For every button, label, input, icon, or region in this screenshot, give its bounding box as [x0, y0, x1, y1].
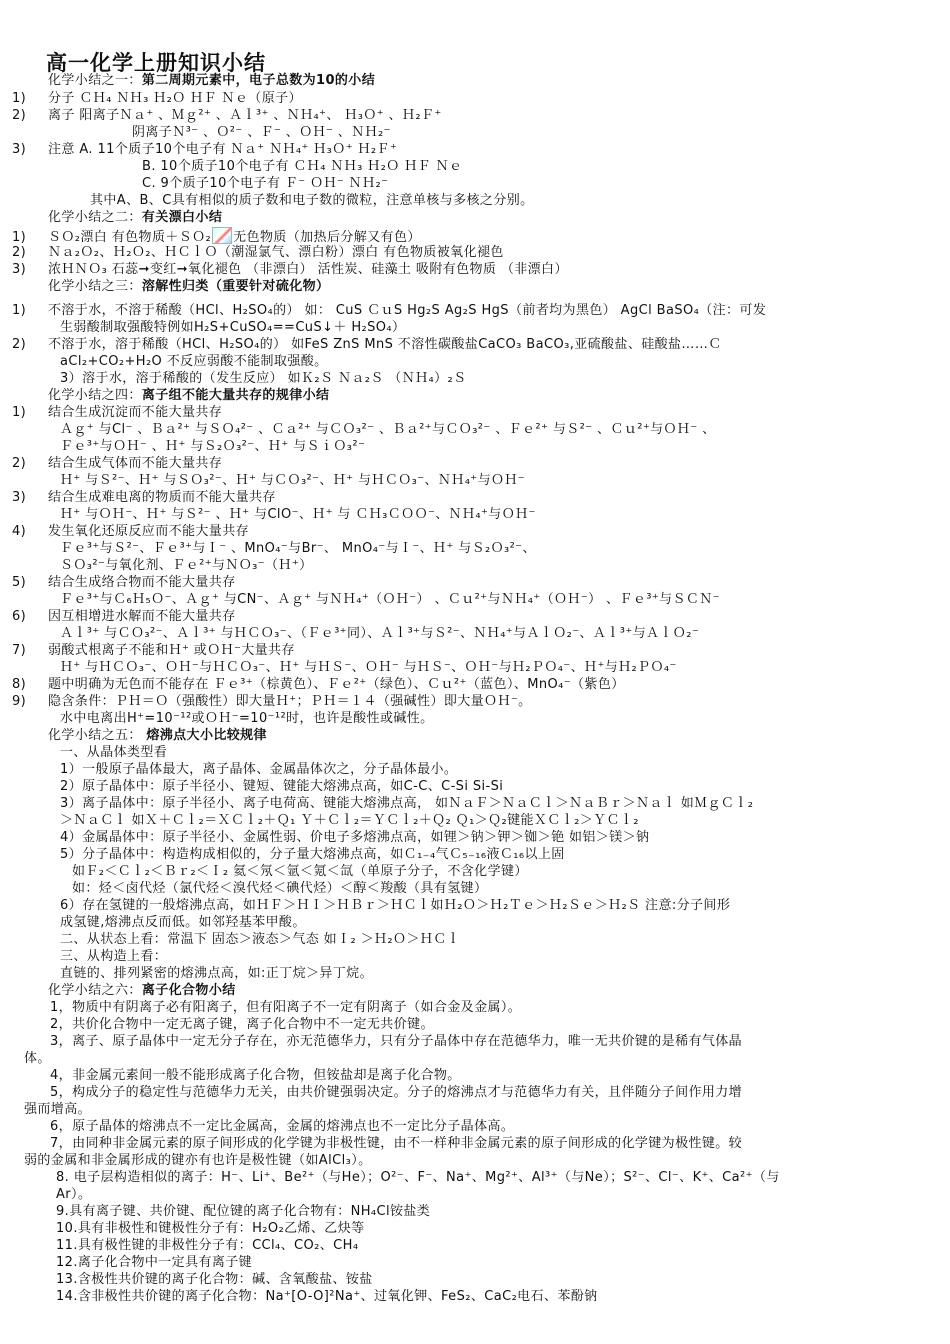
item-number: 3): [12, 142, 27, 157]
item-number: 2): [12, 337, 27, 352]
text-line: [60, 846, 910, 863]
item-number: 1): [12, 230, 27, 244]
text-line: [56, 1271, 910, 1288]
line-text: 强而增高。: [24, 1102, 92, 1117]
text-line: [60, 353, 910, 370]
line-text: 3）溶于水，溶于稀酸的（发生反应） 如Ｋ₂Ｓ Ｎａ₂Ｓ （ＮＨ₄）₂Ｓ: [60, 371, 467, 386]
item-number: 1): [12, 405, 27, 420]
section-title: 有关漂白小结: [141, 210, 223, 225]
text-line: [60, 931, 910, 948]
line-text: 阴离子Ｎ³⁻ 、Ｏ²⁻ 、Ｆ⁻ 、ＯＨ⁻ 、ＮＨ₂⁻: [132, 125, 391, 140]
text-line: [24, 1152, 910, 1169]
line-text: Ｆｅ³⁺与Ｃ₆Ｈ₅Ｏ⁻、Ａｇ⁺ 与CN⁻、Ａｇ⁺ 与ＮＨ₄⁺（ＯＨ⁻） 、Ｃｕ²⁺与ＮＨ₄⁺（ＯＨ⁻） 、Ｆｅ³⁺与ＳＣＮ⁻: [60, 592, 720, 607]
line-text: 一、从晶体类型看: [60, 745, 168, 760]
line-text: 6，原子晶体的熔沸点不一定比金属高，金属的熔沸点也不一定比分子晶体高。: [50, 1119, 515, 1134]
item-number: 9): [12, 694, 27, 709]
line-text: C. 9个质子10个电子有 Ｆ⁻ ＯＨ⁻ ＮＨ₂⁻: [142, 176, 389, 191]
text-line: [50, 1084, 910, 1101]
text-line: [12, 642, 910, 659]
line-text: 结合生成沉淀而不能大量共存: [48, 405, 223, 420]
text-line: [142, 175, 910, 192]
text-line: [12, 404, 910, 421]
line-text: 生弱酸制取强酸特例如H₂S+CuSO₄==CuS↓＋ H₂SO₄）: [60, 320, 406, 335]
text-line: [72, 880, 910, 897]
line-text: 1）一般原子晶体最大，离子晶体、金属晶体次之，分子晶体最小。: [60, 762, 458, 777]
text-line: [12, 90, 910, 107]
item-number: 3): [12, 262, 27, 277]
text-line: [60, 761, 910, 778]
item-number: 2): [12, 245, 27, 260]
text-line: [50, 999, 910, 1016]
line-text: 1，物质中有阴离子必有阳离子，但有阳离子不一定有阴离子（如合金及金属）。: [50, 1000, 522, 1015]
section-heading: [48, 387, 910, 404]
text-line: [60, 948, 910, 965]
text-line: [60, 897, 910, 914]
item-number: 8): [12, 677, 27, 692]
line-text: Ｆｅ³⁺与ＯＨ⁻ 、Ｈ⁺ 与Ｓ₂Ｏ₃²⁻、Ｈ⁺ 与ＳｉＯ₃²⁻: [60, 439, 366, 454]
text-line: [50, 1135, 910, 1152]
line-text: 题中明确为无色而不能存在 Ｆｅ³⁺（棕黄色）、Ｆｅ²⁺（绿色）、Ｃｕ²⁺（蓝色）、MnO₄⁻（紫色）: [48, 677, 625, 692]
line-text: 不溶于水，溶于稀酸（HCl、H₂SO₄的） 如FeS ZnS MnS 不溶性碳酸盐CaCO₃ BaCO₃,亚硫酸盐、硅酸盐……Ｃ: [48, 337, 722, 352]
section-prefix: 化学小结之六：: [48, 983, 142, 998]
text-line: [50, 1118, 910, 1135]
text-line: [12, 693, 910, 710]
section-heading: [48, 727, 910, 744]
line-text: 水中电离出H⁺=10⁻¹²或ＯＨ⁻=10⁻¹²时，也许是酸性或碱性。: [60, 711, 434, 726]
text-line: [60, 591, 910, 608]
line-text: Ar）。: [56, 1187, 92, 1202]
item-number: 4): [12, 524, 27, 539]
text-line: [56, 1220, 910, 1237]
line-text: Ｈ⁺ 与ＨＣＯ₃⁻、ＯＨ⁻与ＨＣＯ₃⁻、Ｈ⁺ 与ＨＳ⁻、ＯＨ⁻ 与ＨＳ⁻、ＯＨ⁻与Ｈ₂ＰＯ₄⁻、Ｈ⁺与Ｈ₂ＰＯ₄⁻: [60, 660, 677, 675]
line-text: 6）存在氢键的一般熔沸点高，如ＨＦ＞ＨＩ＞ＨＢｒ＞ＨＣｌ如Ｈ₂Ｏ＞Ｈ₂Ｔｅ＞Ｈ₂Ｓｅ＞Ｈ₂Ｓ 注意:分子间形: [60, 898, 731, 913]
line-text: 因互相增进水解而不能大量共存: [48, 609, 236, 624]
item-number: 1): [12, 91, 27, 106]
line-text: 2，共价化合物中一定无离子键，离子化合物中不一定无共价键。: [50, 1017, 434, 1032]
line-text: Ｈ⁺ 与Ｓ²⁻、Ｈ⁺ 与ＳＯ₃²⁻、Ｈ⁺ 与ＣＯ₃²⁻、Ｈ⁺ 与ＨＣＯ₃⁻、ＮＨ₄⁺与ＯＨ⁻: [60, 473, 526, 488]
text-line: [60, 914, 910, 931]
line-text: 弱的金属和非金属形成的键亦有也许是极性键（如AlCl₃）。: [24, 1153, 372, 1168]
line-text: 14.含非极性共价键的离子化合物：Na⁺[O-O]²Na⁺、过氧化钾、FeS₂、CaC₂电石、苯酚钠: [56, 1289, 598, 1304]
text-line: [60, 557, 910, 574]
line-text: ＳＯ₂漂白 有色物质＋ＳＯ₂: [48, 230, 212, 244]
text-line: [132, 124, 910, 141]
text-line: [60, 506, 910, 523]
line-text: Ｈ⁺ 与ＯＨ⁻、Ｈ⁺ 与Ｓ²⁻ 、Ｈ⁺ 与ClO⁻、Ｈ⁺ 与 ＣＨ₃ＣＯＯ⁻、ＮＨ₄⁺与ＯＨ⁻: [60, 507, 536, 522]
text-line: [60, 965, 910, 982]
line-text: ＞ＮａＣｌ 如Ｘ＋Ｃｌ₂＝ＸＣｌ₂＋Ｑ₁ Ｙ＋Ｃｌ₂＝ＹＣｌ₂＋Ｑ₂ Ｑ₁＞Ｑ₂键能ＸＣｌ₂＞ＹＣｌ₂: [60, 813, 639, 828]
line-text: 结合生成难电离的物质而不能大量共存: [48, 490, 276, 505]
line-text: 4，非金属元素间一般不能形成离子化合物，但铵盐却是离子化合物。: [50, 1068, 461, 1083]
section-heading: [48, 278, 910, 295]
text-line: [60, 438, 910, 455]
text-line: [60, 744, 910, 761]
line-text: 3，离子、原子晶体中一定无分子存在，亦无范德华力，只有分子晶体中存在范德华力，唯一无共价键的是稀有气体晶: [50, 1034, 743, 1049]
text-line: [60, 778, 910, 795]
section-prefix: 化学小结之四：: [48, 388, 142, 403]
text-line: [12, 489, 910, 506]
line-text: 不溶于水，不溶于稀酸（HCl、H₂SO₄的） 如： CuS ＣｕS Hg₂S Ag₂S HgS（前者均为黑色） AgCl BaSO₄（注：可发: [48, 303, 767, 318]
text-line: [56, 1254, 910, 1271]
text-line: [72, 863, 910, 880]
line-text: 2）原子晶体中：原子半径小、键短、键能大熔沸点高，如C-C、C-Si Si-Si: [60, 779, 504, 794]
line-text: 注意 A. 11个质子10个电子有 Ｎａ⁺ ＮＨ₄⁺ Ｈ₃Ｏ⁺ Ｈ₂Ｆ⁺: [48, 142, 398, 157]
line-text: 体。: [24, 1051, 51, 1066]
text-line: [12, 244, 910, 261]
text-line: [24, 1050, 910, 1067]
text-line: [12, 336, 910, 353]
line-text: 其中A、B、C具有相似的质子数和电子数的微粒，注意单核与多核之分别。: [90, 193, 534, 208]
line-text: 离子 阳离子Ｎａ⁺ 、Ｍｇ²⁺ 、Ａｌ³⁺ 、ＮＨ₄⁺、 Ｈ₃Ｏ⁺ 、Ｈ₂Ｆ⁺: [48, 108, 442, 123]
text-line: [60, 659, 910, 676]
item-number: 2): [12, 108, 27, 123]
text-line: [56, 1203, 910, 1220]
section-title: 熔沸点大小比较规律: [146, 728, 267, 743]
text-line: [60, 370, 910, 387]
text-line: [56, 1186, 910, 1203]
line-text: 结合生成络合物而不能大量共存: [48, 575, 236, 590]
section-heading: [48, 982, 910, 999]
line-text: aCl₂+CO₂+H₂O 不反应弱酸不能制取强酸。: [60, 354, 328, 369]
text-line: [60, 421, 910, 438]
text-line: [142, 158, 910, 175]
text-line: [60, 319, 910, 336]
line-text: 如Ｆ₂＜Ｃｌ₂＜Ｂｒ₂＜Ｉ₂ 氦＜氖＜氩＜氪＜氙（单原子分子，不含化学键）: [72, 864, 528, 879]
line-text: 12.离子化合物中一定具有离子键: [56, 1255, 253, 1270]
line-text: Ａｌ³⁺ 与ＣＯ₃²⁻、Ａｌ³⁺ 与ＨＣＯ₃⁻、（Ｆｅ³⁺同）、Ａｌ³⁺与Ｓ²⁻、ＮＨ₄⁺与ＡｌＯ₂⁻、Ａｌ³⁺与ＡｌＯ₂⁻: [60, 626, 700, 641]
line-text: Ａｇ⁺ 与Cl⁻ 、Ｂａ²⁺ 与ＳＯ₄²⁻ 、Ｃａ²⁺ 与ＣＯ₃²⁻ 、Ｂａ²⁺与ＣＯ₃²⁻ 、Ｆｅ²⁺ 与Ｓ²⁻ 、Ｃｕ²⁺与ＯＨ⁻ 、: [60, 422, 716, 437]
text-line: [60, 812, 910, 829]
text-line: [60, 829, 910, 846]
text-line: [60, 625, 910, 642]
text-line: [12, 227, 910, 244]
section-prefix: 化学小结之三：: [48, 279, 142, 294]
text-line: [56, 1288, 910, 1305]
text-line: [24, 1101, 910, 1118]
section-heading: [48, 209, 910, 226]
line-text: 4）金属晶体中：原子半径小、金属性弱、价电子多熔沸点高，如锂＞钠＞钾＞铷＞铯 如铝＞镁＞钠: [60, 830, 650, 845]
text-line: [12, 261, 910, 278]
item-number: 6): [12, 609, 27, 624]
text-line: [12, 455, 910, 472]
line-text: 浓ＨＮＯ₃ 石蕊➞变红➞氧化褪色 （非漂白） 活性炭、硅藻土 吸附有色物质 （非漂白）: [48, 262, 568, 277]
line-text: 11.具有极性键的非极性分子有：CCl₄、CO₂、CH₄: [56, 1238, 359, 1253]
line-text: ＳＯ₃²⁻与氧化剂、Ｆｅ²⁺与ＮＯ₃⁻（Ｈ⁺）: [60, 558, 313, 573]
page-title: 高一化学上册知识小结: [46, 51, 266, 75]
text-line: [56, 1169, 910, 1186]
line-text: 直链的、排列紧密的熔沸点高，如:正丁烷＞异丁烷。: [60, 966, 373, 981]
line-text: 5，构成分子的稳定性与范德华力无关，由共价键强弱决定。分子的熔沸点才与范德华力有关，且伴随分子间作用力增: [50, 1085, 743, 1100]
text-line: [60, 795, 910, 812]
line-text: 8. 电子层构造相似的离子：H⁻、Li⁺、Be²⁺（与He）；O²⁻、F⁻、Na⁺、Mg²⁺、Al³⁺（与Ne）；S²⁻、Cl⁻、K⁺、Ca²⁺（与: [56, 1170, 780, 1185]
section-heading: [48, 72, 910, 89]
text-line: [12, 141, 910, 158]
item-number: 7): [12, 643, 27, 658]
text-line: [12, 523, 910, 540]
section-title: 溶解性归类（重要针对硫化物）: [141, 279, 330, 294]
line-text: Ｎａ₂Ｏ₂、Ｈ₂Ｏ₂、ＨＣｌＯ（潮湿氯气、漂白粉）漂白 有色物质被氧化褪色: [48, 245, 504, 260]
section-prefix: 化学小结之二：: [48, 210, 142, 225]
text-line: [90, 192, 910, 209]
section-title: 离子化合物小结: [141, 983, 236, 998]
item-number: 2): [12, 456, 27, 471]
line-text: B. 10个质子10个电子有 ＣＨ₄ ＮＨ₃ Ｈ₂Ｏ ＨＦ Ｎｅ: [142, 159, 463, 174]
line-text: 隐含条件：ＰＨ＝Ｏ（强酸性）即大量Ｈ⁺；ＰＨ＝１４（强碱性）即大量ＯＨ⁻。: [48, 694, 532, 709]
item-number: 3): [12, 490, 27, 505]
line-text: 13.含极性共价键的离子化合物：碱、含氧酸盐、铵盐: [56, 1272, 373, 1287]
text-line: [60, 710, 910, 727]
line-text: 5）分子晶体中：构造构成相似的，分子量大熔沸点高，如Ｃ₁₋₄气Ｃ₅₋₁₆液Ｃ₁₆以上固: [60, 847, 565, 862]
text-line: [12, 608, 910, 625]
text-line: [12, 676, 910, 693]
line-text: 7，由同种非金属元素的原子间形成的化学键为非极性键，由不一样种非金属元素的原子间形成的化学键为极性键。较: [50, 1136, 743, 1151]
text-line: [50, 1016, 910, 1033]
text-line: [50, 1067, 910, 1084]
text-line: [56, 1237, 910, 1254]
line-text: 10.具有非极性和键极性分子有：H₂O₂乙烯、乙炔等: [56, 1221, 365, 1236]
text-line: [60, 472, 910, 489]
text-line: [60, 540, 910, 557]
line-text: 二、从状态上看：常温下 固态＞液态＞气态 如Ｉ₂ ＞Ｈ₂Ｏ＞ＨＣｌ: [60, 932, 461, 947]
line-text: 三、从构造上看：: [60, 949, 168, 964]
broken-image-icon: [212, 227, 232, 244]
line-text: 如：烃＜卤代烃（氯代烃＜溴代烃＜碘代烃）＜醇＜羧酸（具有氢键）: [72, 881, 488, 896]
line-text: 弱酸式根离子不能和Ｈ⁺ 或ＯＨ⁻大量共存: [48, 643, 295, 658]
line-text: 成氢键,熔沸点反而低。如邻羟基苯甲酸。: [60, 915, 306, 930]
line-text: Ｆｅ³⁺与Ｓ²⁻、Ｆｅ³⁺与Ｉ⁻ 、MnO₄⁻与Br⁻、 MnO₄⁻与Ｉ⁻、Ｈ⁺ 与Ｓ₂Ｏ₃²⁻、: [60, 541, 536, 556]
line-text: 3）离子晶体中：原子半径小、离子电荷高、键能大熔沸点高， 如ＮａＦ＞ＮａＣｌ＞ＮａＢｒ＞Ｎａｌ 如ＭｇＣｌ₂: [60, 796, 754, 811]
line-text: 结合生成气体而不能大量共存: [48, 456, 223, 471]
line-text: 分子 ＣＨ₄ ＮＨ₃ Ｈ₂Ｏ ＨＦ Ｎｅ（原子）: [48, 91, 302, 106]
section-title: 离子组不能大量共存的规律小结: [141, 388, 330, 403]
section-title: 第二周期元素中，电子总数为10的小结: [141, 73, 376, 88]
line-text: 发生氧化还原反应而不能大量共存: [48, 524, 250, 539]
text-line: [50, 1033, 910, 1050]
line-text-continued: 无色物质（加热后分解又有色）: [233, 230, 421, 244]
line-text: 9.具有离子键、共价键、配位键的离子化合物有：NH₄Cl铵盐类: [56, 1204, 431, 1219]
item-number: 5): [12, 575, 27, 590]
text-line: [12, 574, 910, 591]
item-number: 1): [12, 303, 27, 318]
text-line: [12, 302, 910, 319]
section-prefix: 化学小结之一：: [48, 73, 142, 88]
section-prefix: 化学小结之五：: [48, 728, 147, 743]
text-line: [12, 107, 910, 124]
